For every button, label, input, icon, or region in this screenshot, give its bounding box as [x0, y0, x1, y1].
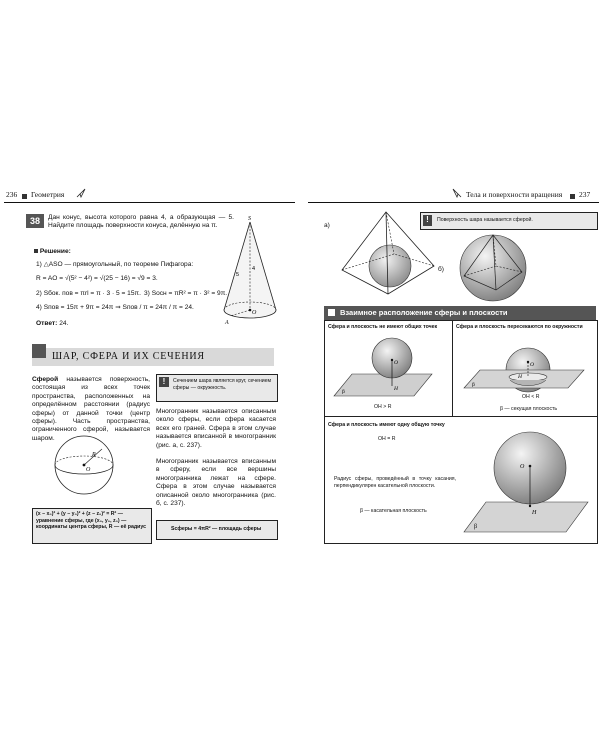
section-note-text: Сечением шара является круг, сечением сферы — окружность. — [173, 378, 272, 391]
sphere-equation: (x − x₀)² + (y − y₀)² + (z − z₀)² = R² — уравнение сферы, где (x₀, y₀, z₀) — координаты центра сферы, R — её радиус — [36, 511, 146, 531]
cell2-label-beta: β — [472, 382, 475, 388]
cone-label-o: O — [252, 310, 257, 316]
cell2-figure — [458, 336, 592, 396]
section-note-box — [156, 374, 278, 402]
sphere-definition: Сферой называется поверхность, состоящая из всех точек пространства, расположенных на определённом расстоянии (радиус сферы) от данной точки (центр сферы). Часть пространства, ограниченного сферой, называется шаром. — [32, 376, 150, 442]
cell2-label-o: O — [530, 362, 534, 368]
left-section-name: Геометрия — [31, 190, 65, 199]
right-note-text: Поверхность шара называется сферой. — [437, 217, 533, 223]
cell1-title: Сфера и плоскость не имеют общих точек — [328, 324, 438, 330]
circumscribed-paragraph: Многогранник называется описанным около сферы, если сфера касается всех его граней. Сфера в этом случае называется вписанной в многогранник (рис. а, с. 237). — [156, 408, 276, 449]
right-page — [308, 186, 599, 578]
sphere-label-o: O — [86, 467, 91, 473]
cell3-text: Радиус сферы, проведённый в точку касания, перпендикулярен касательной плоскости. — [334, 476, 456, 489]
right-running-head — [308, 186, 599, 203]
solution-formula-1: R = AO = √(5² − 4²) = √(25 − 16) = √9 = 3. — [36, 275, 158, 282]
left-page — [4, 186, 295, 578]
cone-label-s: S — [248, 216, 251, 222]
figure-b-sphere — [456, 232, 530, 304]
solution-step-2: 2) Sбок. пов = πrl = π · 3 · 5 = 15π. — [36, 290, 141, 297]
figure-b-label: б) — [438, 266, 444, 273]
sphere-area-box — [156, 520, 278, 540]
square-bullet-icon — [34, 249, 38, 253]
right-page-number: 237 — [579, 190, 591, 199]
cell3-condition: OH = R — [378, 436, 396, 442]
figure-a-label: а) — [324, 222, 330, 229]
paper-plane-icon — [452, 188, 462, 200]
cone-label-height: 4 — [252, 266, 256, 272]
cone-label-slant: 5 — [236, 272, 240, 278]
exclamation-icon: ! — [423, 215, 432, 226]
problem-statement: Дан конус, высота которого равна 4, а образующая — 5. Найдите площадь поверхности конуса, делённую на π. — [48, 214, 234, 230]
sphere-area-formula: Sсферы = 4πR² — площадь сферы — [171, 526, 262, 532]
inscribed-paragraph: Многогранник называется вписанным в сферу, если все вершины многогранника лежат на сфере. Сфера в этом случае называется описанной около многогранника (рис. б, с. 237). — [156, 458, 276, 508]
cell1-label-h: H — [394, 386, 398, 392]
cell1-label-beta: β — [342, 389, 345, 395]
left-running-head — [4, 186, 295, 203]
right-note-box — [420, 212, 598, 230]
square-bullet-icon — [328, 309, 335, 316]
answer-line: Ответ: 24. — [36, 320, 69, 327]
square-bullet-icon — [570, 194, 575, 199]
exclamation-icon: ! — [159, 377, 169, 387]
table-divider-horizontal — [324, 416, 597, 417]
cell3-caption: β — касательная плоскость — [360, 508, 427, 514]
cell3-figure — [458, 422, 592, 538]
cell2-caption: β — секущая плоскость — [500, 406, 558, 412]
table-divider-vertical — [452, 320, 453, 416]
cell3-label-beta: β — [474, 524, 478, 530]
sphere-equation-box — [32, 508, 152, 544]
cell1-figure — [328, 336, 448, 400]
problem-number-badge: 38 — [26, 214, 44, 228]
cell3-label-o: O — [520, 464, 525, 470]
solution-step-1: 1) △ASO — прямоугольный, по теореме Пифагора: — [36, 261, 194, 268]
cone-figure — [216, 214, 286, 330]
section-title: ШАР, СФЕРА И ИХ СЕЧЕНИЯ — [52, 351, 205, 362]
table-title: Взаимное расположение сферы и плоскости — [340, 308, 508, 317]
section-marker-icon — [32, 344, 46, 358]
sphere-figure — [50, 432, 118, 498]
cell2-label-h: H — [518, 374, 522, 380]
left-page-number: 236 — [6, 190, 18, 199]
square-bullet-icon — [22, 194, 27, 199]
right-section-name: Тела и поверхности вращения — [466, 190, 563, 199]
cell3-title: Сфера и плоскость имеют одну общую точку — [328, 422, 445, 428]
cell2-condition: OH < R — [522, 394, 540, 400]
cell2-title: Сфера и плоскость пересекаются по окружности — [456, 324, 583, 330]
solution-label: Решение: — [34, 248, 71, 256]
cell1-label-o: O — [394, 360, 398, 366]
cell3-label-h: H — [532, 510, 537, 516]
solution-step-3: 3) Sосн = πR² = π · 3² = 9π. — [144, 290, 228, 297]
sphere-label-r: R — [92, 452, 96, 458]
cell1-condition: OH > R — [374, 404, 392, 410]
cone-label-a: A — [225, 320, 229, 326]
paper-plane-icon — [76, 188, 86, 200]
solution-step-4: 4) Sпов = 15π + 9π = 24π ⇒ Sпов / π = 24π / π = 24. — [36, 304, 194, 311]
